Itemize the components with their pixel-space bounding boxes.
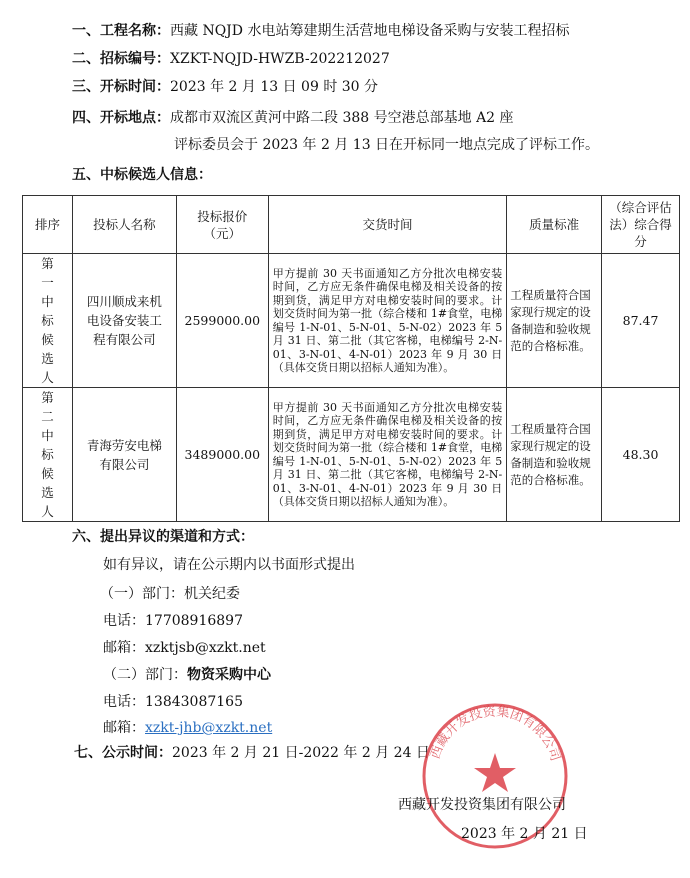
label: 二、招标编号：	[72, 51, 170, 67]
quality-cell: 工程质量符合国家现行规定的设备制造和验收规范的合格标准。	[507, 254, 602, 388]
header-name: 投标人名称	[72, 196, 176, 254]
objection-note: 如有异议，请在公示期内以书面形式提出	[103, 557, 355, 573]
price-cell: 3489000.00	[176, 388, 268, 522]
label: （二）部门：	[103, 667, 187, 683]
bidder-name-cell: 青海劳安电梯有限公司	[72, 388, 176, 522]
email1: xzktjsb@xzkt.net	[145, 640, 266, 656]
review-note: 评标委员会于 2023 年 2 月 13 日在开标同一地点完成了评标工作。	[174, 137, 600, 153]
signature-date: 2023 年 2 月 21 日	[461, 826, 588, 842]
dept2-line	[103, 666, 271, 684]
project-name-line	[72, 22, 569, 40]
email2-line	[103, 719, 272, 737]
opening-time-line	[72, 78, 378, 96]
label: 三、开标时间：	[72, 79, 170, 95]
score-cell: 87.47	[602, 254, 680, 388]
delivery-cell: 甲方提前 30 天书面通知乙方分批次电梯安装时间，乙方应无条件确保电梯及相关设备的按期到货，满足甲方对电梯安装时间的要求。计划交货时间为第一批（综合楼和 1#食堂，电梯编号 1-N-01、5-N-01、5-N-02）2023 年 5 月 31 日、第二批（其它客梯，电梯编号 2-N-01、3-N-01、4-N-01）2023 年 9 月 30 日（具体交货日期以招标人通知为准）。	[268, 388, 506, 522]
table-header-row	[23, 196, 680, 254]
header-price: 投标报价（元）	[176, 196, 268, 254]
table-row	[23, 388, 680, 522]
price-cell: 2599000.00	[176, 254, 268, 388]
publicity-line	[74, 744, 430, 762]
table-row	[23, 254, 680, 388]
score-cell: 48.30	[602, 388, 680, 522]
rank-cell: 第二中标候选人	[23, 388, 73, 522]
label: 邮箱：	[103, 720, 145, 736]
phone1: 电话：17708916897	[103, 613, 243, 629]
header-delivery: 交货时间	[268, 196, 506, 254]
dept2: 物资采购中心	[187, 667, 271, 683]
quality-cell: 工程质量符合国家现行规定的设备制造和验收规范的合格标准。	[507, 388, 602, 522]
label: 一、工程名称：	[72, 23, 170, 39]
label: 四、开标地点：	[72, 110, 170, 126]
phone2: 电话：13843087165	[103, 694, 243, 710]
value: 成都市双流区黄河中路二段 388 号空港总部基地 A2 座	[170, 110, 514, 126]
label: 邮箱：	[103, 640, 145, 656]
value: 2023 年 2 月 21 日-2022 年 2 月 24 日	[172, 745, 430, 761]
candidates-table	[22, 195, 680, 522]
value: 西藏 NQJD 水电站筹建期生活营地电梯设备采购与安装工程招标	[170, 23, 570, 39]
candidates-heading: 五、中标候选人信息：	[72, 167, 212, 183]
delivery-cell: 甲方提前 30 天书面通知乙方分批次电梯安装时间，乙方应无条件确保电梯及相关设备的按期到货，满足甲方对电梯安装时间的要求。计划交货时间为第一批（综合楼和 1#食堂，电梯编号 1-N-01、5-N-01、5-N-02）2023 年 5 月 31 日、第二批（其它客梯，电梯编号 2-N-01、3-N-01、4-N-01）2023 年 9 月 30 日（具体交货日期以招标人通知为准）。	[268, 254, 506, 388]
tender-code-line	[72, 50, 390, 68]
label: 七、公示时间：	[74, 745, 172, 761]
dept1: （一）部门：机关纪委	[100, 586, 240, 602]
objection-heading: 六、提出异议的渠道和方式：	[72, 529, 254, 545]
email2-link[interactable]: xzkt-jhb@xzkt.net	[145, 720, 273, 736]
rank-cell: 第一中标候选人	[23, 254, 73, 388]
svg-text:西藏开发投资集团有限公司: 西藏开发投资集团有限公司	[428, 704, 563, 764]
signature-company: 西藏开发投资集团有限公司	[398, 797, 566, 813]
email1-line	[103, 639, 266, 657]
value: XZKT-NQJD-HWZB-202212027	[170, 51, 390, 67]
bidder-name-cell: 四川顺成来机电设备安装工程有限公司	[72, 254, 176, 388]
value: 2023 年 2 月 13 日 09 时 30 分	[170, 79, 379, 95]
header-rank: 排序	[23, 196, 73, 254]
header-quality: 质量标准	[507, 196, 602, 254]
header-score: （综合评估法）综合得分	[602, 196, 680, 254]
opening-place-line	[72, 109, 514, 127]
